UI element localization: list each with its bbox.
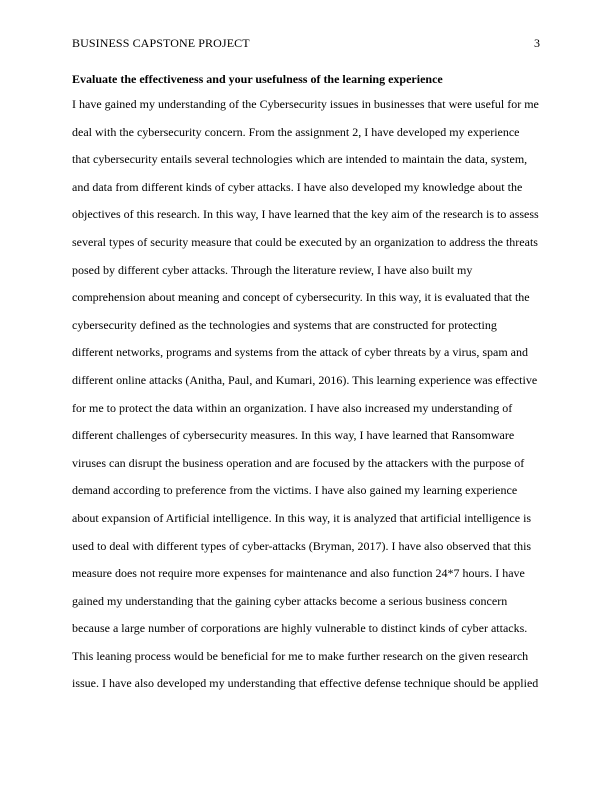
paragraph-line: different networks, programs and systems from the attack of cyber threats by a virus, spam and — [72, 345, 528, 360]
paragraph-line: demand according to preference from the victims. I have also gained my learning experience — [72, 483, 518, 498]
paragraph-line: different challenges of cybersecurity measures. In this way, I have learned that Ransomware — [72, 428, 515, 443]
page-number: 3 — [534, 36, 540, 50]
paragraph-line: because a large number of corporations are highly vulnerable to distinct kinds of cyber attacks. — [72, 621, 528, 636]
paragraph-line: cybersecurity defined as the technologies and systems that are constructed for protecting — [72, 317, 497, 332]
paragraph-line: comprehension about meaning and concept of cybersecurity. In this way, it is evaluated that the — [72, 290, 530, 305]
paragraph-line: issue. I have also developed my understanding that effective defense technique should be applied — [72, 676, 539, 691]
body-paragraph — [72, 96, 544, 703]
paragraph-line: several types of security measure that could be executed by an organization to address the threats — [72, 234, 538, 249]
paragraph-line: viruses can disrupt the business operation and are focused by the attackers with the purpose of — [72, 455, 525, 470]
paragraph-line: deal with the cybersecurity concern. From the assignment 2, I have developed my experience — [72, 124, 520, 139]
running-head: BUSINESS CAPSTONE PROJECT — [72, 36, 250, 50]
paragraph-line: for me to protect the data within an organization. I have also increased my understanding of — [72, 400, 513, 415]
paragraph-line: gained my understanding that the gaining cyber attacks become a serious business concern — [72, 593, 508, 608]
paragraph-line: used to deal with different types of cyber-attacks (Bryman, 2017). I have also observed that this — [72, 538, 532, 553]
paragraph-line: posed by different cyber attacks. Through the literature review, I have also built my — [72, 262, 473, 277]
paragraph-line: that cybersecurity entails several technologies which are intended to maintain the data, system, — [72, 152, 528, 167]
paragraph-line: and data from different kinds of cyber attacks. I have also developed my knowledge about the — [72, 179, 523, 194]
section-heading: Evaluate the effectiveness and your usefulness of the learning experience — [72, 72, 443, 86]
paragraph-line: This leaning process would be beneficial for me to make further research on the given research — [72, 648, 529, 663]
paragraph-line: about expansion of Artificial intelligence. In this way, it is analyzed that artificial intelligence is — [72, 510, 532, 525]
paragraph-line: I have gained my understanding of the Cybersecurity issues in businesses that were useful for me — [72, 97, 539, 111]
paragraph-line: measure does not require more expenses for maintenance and also function 24*7 hours. I have — [72, 566, 525, 581]
paragraph-line: different online attacks (Anitha, Paul, and Kumari, 2016). This learning experience was effective — [72, 372, 538, 387]
paragraph-line: objectives of this research. In this way, I have learned that the key aim of the research is to assess — [72, 207, 539, 222]
